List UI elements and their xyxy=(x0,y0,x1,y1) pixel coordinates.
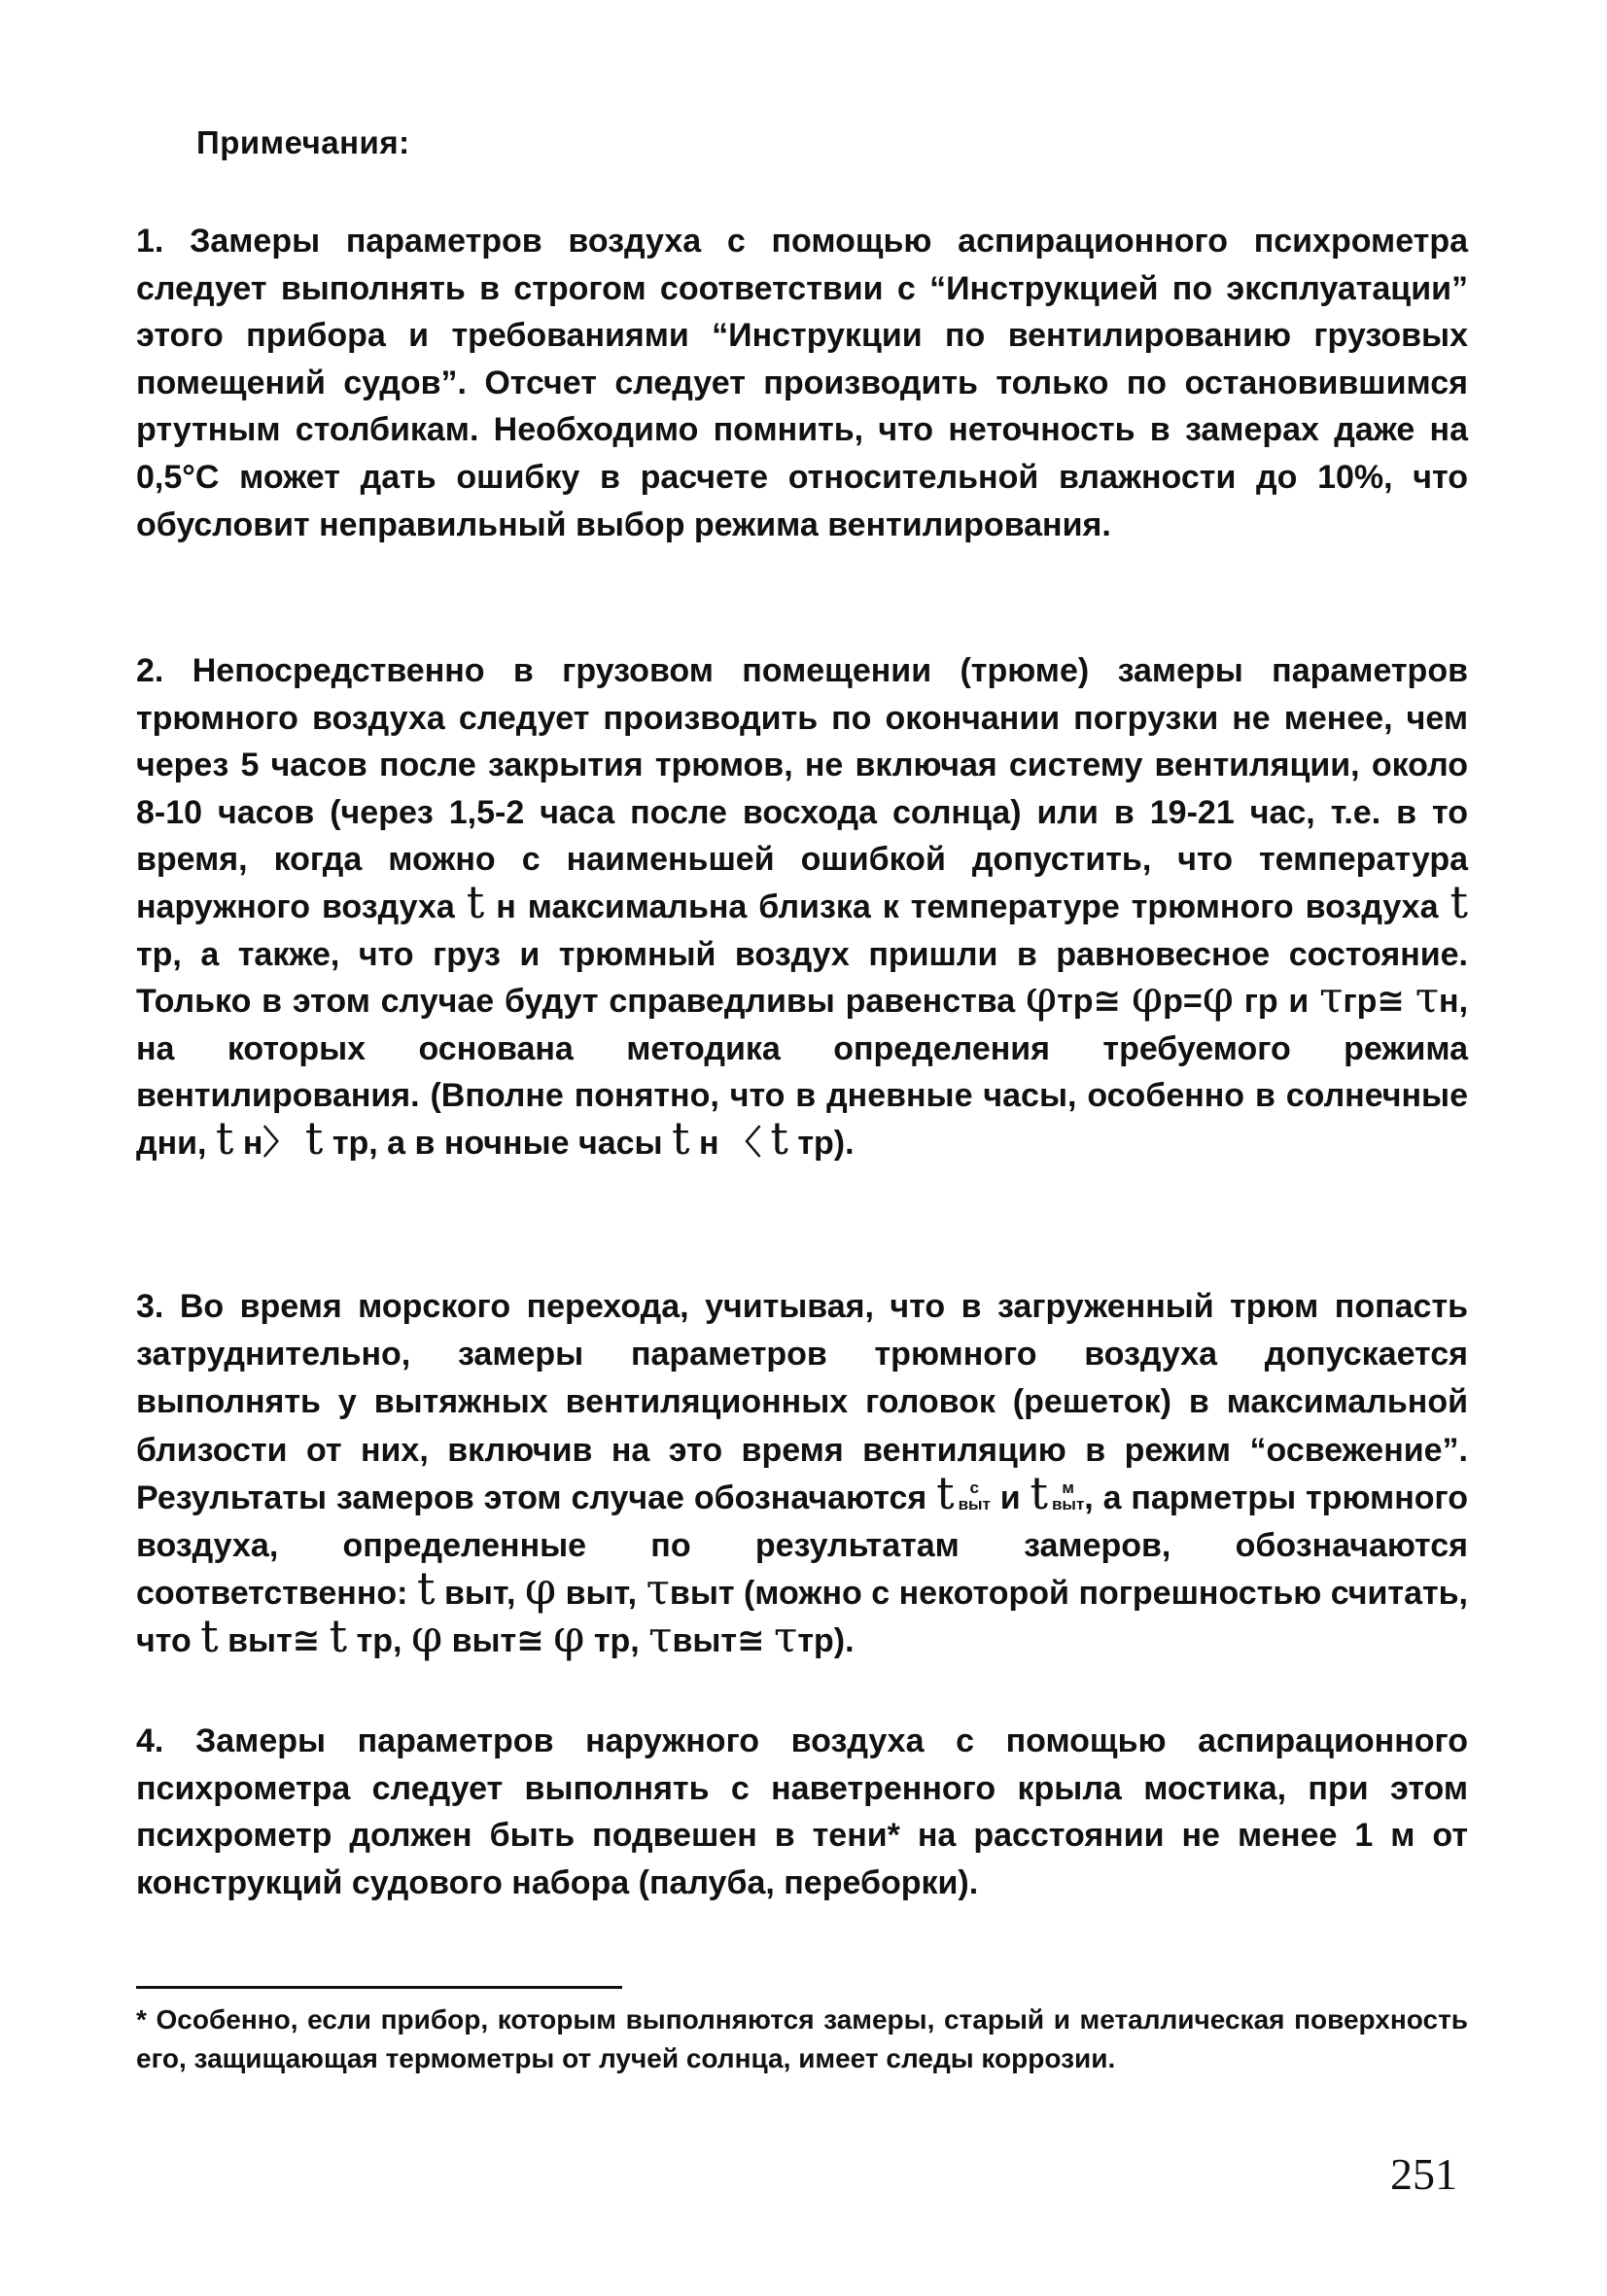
t-symbol: t xyxy=(936,1466,955,1519)
t-symbol: t xyxy=(416,1562,436,1616)
tau-symbol: τ xyxy=(1415,973,1440,1024)
tau-symbol: τ xyxy=(648,1613,673,1663)
notes-heading: Примечания: xyxy=(196,124,410,160)
footnote: * Особенно, если прибор, которым выполняются замеры, старый и металлическая поверхность его, защищающая термометры от лучей солнца, имеет следы коррозии. xyxy=(136,2004,1468,2073)
phi-symbol: φ xyxy=(553,1610,585,1663)
note-1 xyxy=(136,218,1468,548)
t-symbol: t xyxy=(1450,875,1468,928)
t-symbol: t xyxy=(329,1610,348,1663)
t-symbol: t xyxy=(215,1111,234,1165)
t-symbol: t xyxy=(672,1111,690,1165)
t-symbol: t xyxy=(304,1111,324,1165)
note-2: 2. Непосредственно в грузовом помещении (трюме) замеры параметров трюмного воздуха следует производить по окончании погрузки не менее, чем через 5 часов после закрытия трюмов, не включая систему вентиляции, около 8-10 часов (через 1,5-2 часа после восхода солнца) или в 19-21 час, т.е. в то время, когда можно с наименьшей ошибкой допустить, что температура наружного воздуха t н максимальна близка к температуре трюмного воздуха t тр, а также, что груз и трюмный воздух пришли в равновесное состояние. Только в этом случае будут справедливы равенства φтр≅ φр=φ гр и τгр≅ τн, на которых основана методика определения требуемого режима вентилирования. (Вполне понятно, что в дневные часы, особенно в солнечные дни, t н〉 t тр, а в ночные часы t н 〈 t тр). xyxy=(136,652,1469,1165)
page-number: 251 xyxy=(1390,2149,1457,2199)
phi-symbol: φ xyxy=(524,1562,557,1616)
t-symbol: t xyxy=(466,875,485,928)
tau-symbol: τ xyxy=(774,1613,798,1663)
note-3: 3. Во время морского перехода, учитывая, что в загруженный трюм попасть затруднительно, замеры параметров трюмного воздуха допускается выполнять у вытяжных вентиляционных головок (решеток) в максимальной близости от них, включив на это время вентиляцию в режим “освежение”. Результаты замеров этом случае обозначаются t с выт и t м выт , а парметры трюмного воздуха, определенные по результатам замеров, обозначаются соответственно: t выт, φ выт, τвыт (можно с некоторой погрешностью считать, что t выт≅ t тр, φ выт≅ φ тр, τвыт≅ τтр). xyxy=(136,1288,1468,1663)
t-symbol: t xyxy=(1030,1466,1048,1519)
subscript-stack: с выт xyxy=(958,1478,991,1513)
note-4 xyxy=(136,1718,1468,1906)
t-symbol: t xyxy=(770,1111,788,1165)
phi-symbol: φ xyxy=(1025,970,1058,1024)
note-1-text: 1. Замеры параметров воздуха с помощью аспирационного психрометра следует выполнять в строгом соответствии с “Инструкцией по эксплуатации” этого прибора и требованиями “Инструкции по вентилированию грузовых помещений судов”. Отсчет следует производить только по остановившимся ртутным столбикам. Необходимо помнить, что неточность в замерах даже на 0,5°С может дать ошибку в расчете относительной влажности до 10%, что обусловит неправильный выбор режима вентилирования. xyxy=(136,223,1468,543)
tau-symbol: τ xyxy=(646,1565,670,1616)
phi-symbol: φ xyxy=(1131,970,1164,1024)
phi-symbol: φ xyxy=(410,1610,443,1663)
note-4-text: 4. Замеры параметров наружного воздуха с помощью аспирационного психрометра следует выполнять с наветренного крыла мостика, при этом психрометр должен быть подвешен в тени* на расстоянии не менее 1 м от конструкций судового набора (палуба, переборки). xyxy=(136,1722,1468,1901)
t-symbol: t xyxy=(200,1610,219,1663)
footnote-divider xyxy=(136,1986,622,1989)
phi-symbol: φ xyxy=(1202,970,1234,1024)
subscript-stack: м выт xyxy=(1051,1478,1085,1513)
tau-symbol: τ xyxy=(1319,973,1344,1024)
